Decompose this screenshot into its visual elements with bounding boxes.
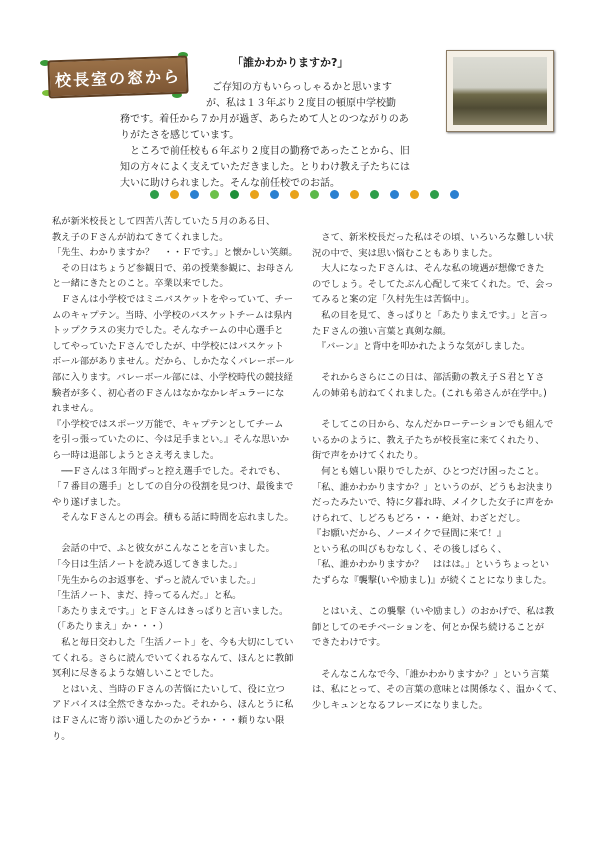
- text-line: 況の中で、実は思い悩むこともありました。: [312, 247, 498, 259]
- text-line: 私と毎日交わした「生活ノート」を、今も大切にしてい: [52, 637, 294, 649]
- text-line: 「今日は生活ノートを読み返してきました。」: [52, 559, 243, 571]
- dot-icon: [370, 190, 379, 199]
- text-line: 少しキュンとなるフレーズになりました。: [312, 699, 488, 711]
- dot-icon: [210, 190, 219, 199]
- text-line: という私の叫びもむなしく、その後しばらく、: [312, 543, 507, 555]
- text-line: やり遂げました。: [52, 496, 127, 508]
- text-line: ムのキャプテン。当時、小学校のバスケットチームは県内: [52, 309, 293, 321]
- left-column: [52, 214, 302, 744]
- text-line: 教え子のＦさんが訪ねてきてくれました。: [52, 231, 229, 243]
- text-line: とはいえ、当時のＦさんの苦悩にたいして、役に立つ: [52, 683, 285, 695]
- text-line: 「あたりまえです。」とＦさんはきっぱりと言いました。: [52, 605, 289, 617]
- text-line: してやっていたＦさんでしたが、中学校にはバスケット: [52, 340, 284, 352]
- text-line: は、私にとって、その言葉の意味とは関係なく、温かくて、: [312, 684, 563, 696]
- text-line: を引っ張っていたのに、今は足手まとい。』そんな思いか: [52, 434, 290, 446]
- text-line: はＦさんに寄り添い通したのかどうか・・・頼りない限: [52, 715, 285, 726]
- photo-image: [453, 57, 547, 125]
- text-line: 験者が多く、初心者のＦさんはなかなかレギュラーにな: [52, 387, 285, 399]
- dot-icon: [410, 190, 419, 199]
- text-line: Ｆさんは小学校ではミニバスケットをやっていて、チー: [52, 293, 294, 305]
- text-line: （「あたりまえ」か・・・）: [52, 621, 169, 633]
- text-line: [312, 589, 562, 605]
- text-line: 「７番目の選手」としての自分の役割を見つけ、最後まで: [52, 481, 294, 493]
- text-line: アドバイスは全然できなかった。それから、ほんとうに私: [52, 699, 294, 711]
- text-line: 私が新米校長として四苦八苦していた５月のある日、: [52, 216, 276, 227]
- dot-icon: [290, 190, 299, 199]
- text-line: 「私、誰かわかりますか？ ははは。」というちょっとい: [312, 559, 550, 571]
- text-line: できたわけです。: [312, 637, 386, 649]
- text-line: 「先生からのお返事を、ずっと読んでいました。」: [52, 574, 261, 586]
- text-line: その日はちょうど参観日で、弟の授業参観に、お母さん: [52, 262, 294, 274]
- text-line: そんなこんなで今、「誰かわかりますか？」という言葉: [312, 668, 550, 680]
- dot-icon: [250, 190, 259, 199]
- text-line: 部に入ります。バレーボール部には、小学校時代の競技経: [52, 371, 293, 383]
- text-line: けられて、しどろもどろ・・・絶対、わざとだし。: [312, 512, 526, 524]
- text-line: たＦさんの強い言葉と真剣な顔。: [312, 325, 452, 337]
- sign-title: 校長室の窓から: [54, 66, 182, 91]
- text-line: 『小学校ではスポーツ万能で、キャプテンとしてチーム: [52, 418, 284, 430]
- text-line: そしてこの日から、なんだかローテーションでも組んで: [312, 419, 554, 431]
- text-line: そんなＦさんとの再会。積もる話に時間を忘れました。: [52, 512, 294, 524]
- text-line: てみると案の定「久村先生は苦悩中」。: [312, 294, 475, 306]
- text-line: てくれる。さらに読んでいてくれるなんて、ほんとに教師: [52, 652, 294, 664]
- text-line: んの姉弟も訪ねてくれました。(これも弟さんが在学中。): [312, 387, 547, 399]
- header-sign: [40, 52, 190, 102]
- intro-line: 大いに助けられました。そんな前任校でのお話。: [120, 178, 340, 189]
- dot-icon: [170, 190, 179, 199]
- intro-line: が、私は１３年ぶり２度目の頓原中学校勤: [206, 98, 396, 109]
- text-line: だったみたいで、特に夕暮れ時、メイクした女子に声をか: [312, 497, 554, 509]
- dot-icon: [270, 190, 279, 199]
- text-line: 会話の中で、ふと彼女がこんなことを言いました。: [52, 543, 275, 555]
- text-line: 「生活ノート、まだ、持ってるんだ。」と私。: [52, 590, 242, 602]
- text-line: トップクラスの実力でした。そんなチームの中心選手と: [52, 325, 284, 337]
- text-line: [52, 526, 302, 542]
- text-line: 「先生、わかりますか？ ・・Ｆです。」と懐かしい笑顔。: [52, 247, 298, 259]
- text-line: それからさらにこの日は、部活動の教え子Ｓ君とＹさ: [312, 372, 545, 384]
- text-line: 何とも嬉しい限りでしたが、ひとつだけ困ったこと。: [312, 465, 545, 477]
- text-line: [312, 651, 562, 667]
- dot-icon: [390, 190, 399, 199]
- text-line: さて、新米校長だった私はその頃、いろいろな難しい状: [312, 232, 554, 243]
- text-line: 街で声をかけてくれたり。: [312, 450, 424, 462]
- dot-icon: [330, 190, 339, 199]
- dot-icon: [150, 190, 159, 199]
- text-line: 『お願いだから、ノーメイクで昼間に来て！』: [312, 528, 507, 540]
- text-line: 大人になったＦさんは、そんな私の境遇が想像できた: [312, 263, 545, 275]
- text-line: り。: [52, 730, 71, 742]
- text-line: のでしょう。そしてたぶん心配して来てくれた。で、会っ: [312, 278, 554, 290]
- dot-icon: [230, 190, 239, 199]
- text-line: ──Ｆさんは３年間ずっと控え選手でした。それでも、: [52, 465, 286, 477]
- text-line: れません。: [52, 403, 100, 415]
- text-line: [312, 355, 562, 371]
- intro-line: りがたさを感じています。: [120, 130, 240, 141]
- dot-icon: [310, 190, 319, 199]
- text-line: 師としてのモチベーションを、何とか保ち続けることが: [312, 621, 545, 633]
- dot-icon: [350, 190, 359, 199]
- intro-line: ところで前任校も６年ぶり２度目の勤務であったことから、旧: [130, 146, 410, 157]
- text-line: ボール部がありません。だから、しかたなくバレーボール: [52, 356, 294, 368]
- text-line: いるかのように、教え子たちが校長室に来てくれたり、: [312, 434, 545, 446]
- intro-line: 務です。着任から７か月が過ぎ、あらためて人とのつながりのあ: [120, 114, 409, 125]
- intro-line: 知の方々によく支えていただきました。とりわけ教え子たちには: [120, 162, 410, 173]
- dot-icon: [190, 190, 199, 199]
- text-line: とはいえ、この襲撃（いや励まし）のおかげで、私は教: [312, 606, 555, 618]
- dot-icon: [430, 190, 439, 199]
- text-line: 冥利に尽きるような嬉しいことでした。: [52, 668, 220, 680]
- text-line: 「私、誰かわかりますか？」というのが、どうもお決まり: [312, 481, 554, 493]
- text-line: たずらな『襲撃(いや励まし)』が続くことになりました。: [312, 575, 552, 587]
- text-line: 『バーン』と背中を叩かれたような気がしました。: [312, 341, 531, 353]
- dot-icon: [450, 190, 459, 199]
- intro-line: ご存知の方もいらっしゃるかと思います: [212, 82, 392, 93]
- right-column: [312, 230, 562, 713]
- article-title: 「誰かわかりますか?」: [232, 56, 349, 69]
- text-line: と一緒にきたとのこと。卒業以来でした。: [52, 278, 229, 290]
- school-photo: [446, 50, 554, 132]
- text-line: [312, 402, 562, 418]
- wooden-sign-board: [47, 56, 188, 99]
- text-line: 私の目を見て、きっぱりと「あたりまえです。」と言っ: [312, 309, 549, 321]
- text-line: ら一時は退部しようとさえ考えました。: [52, 449, 220, 461]
